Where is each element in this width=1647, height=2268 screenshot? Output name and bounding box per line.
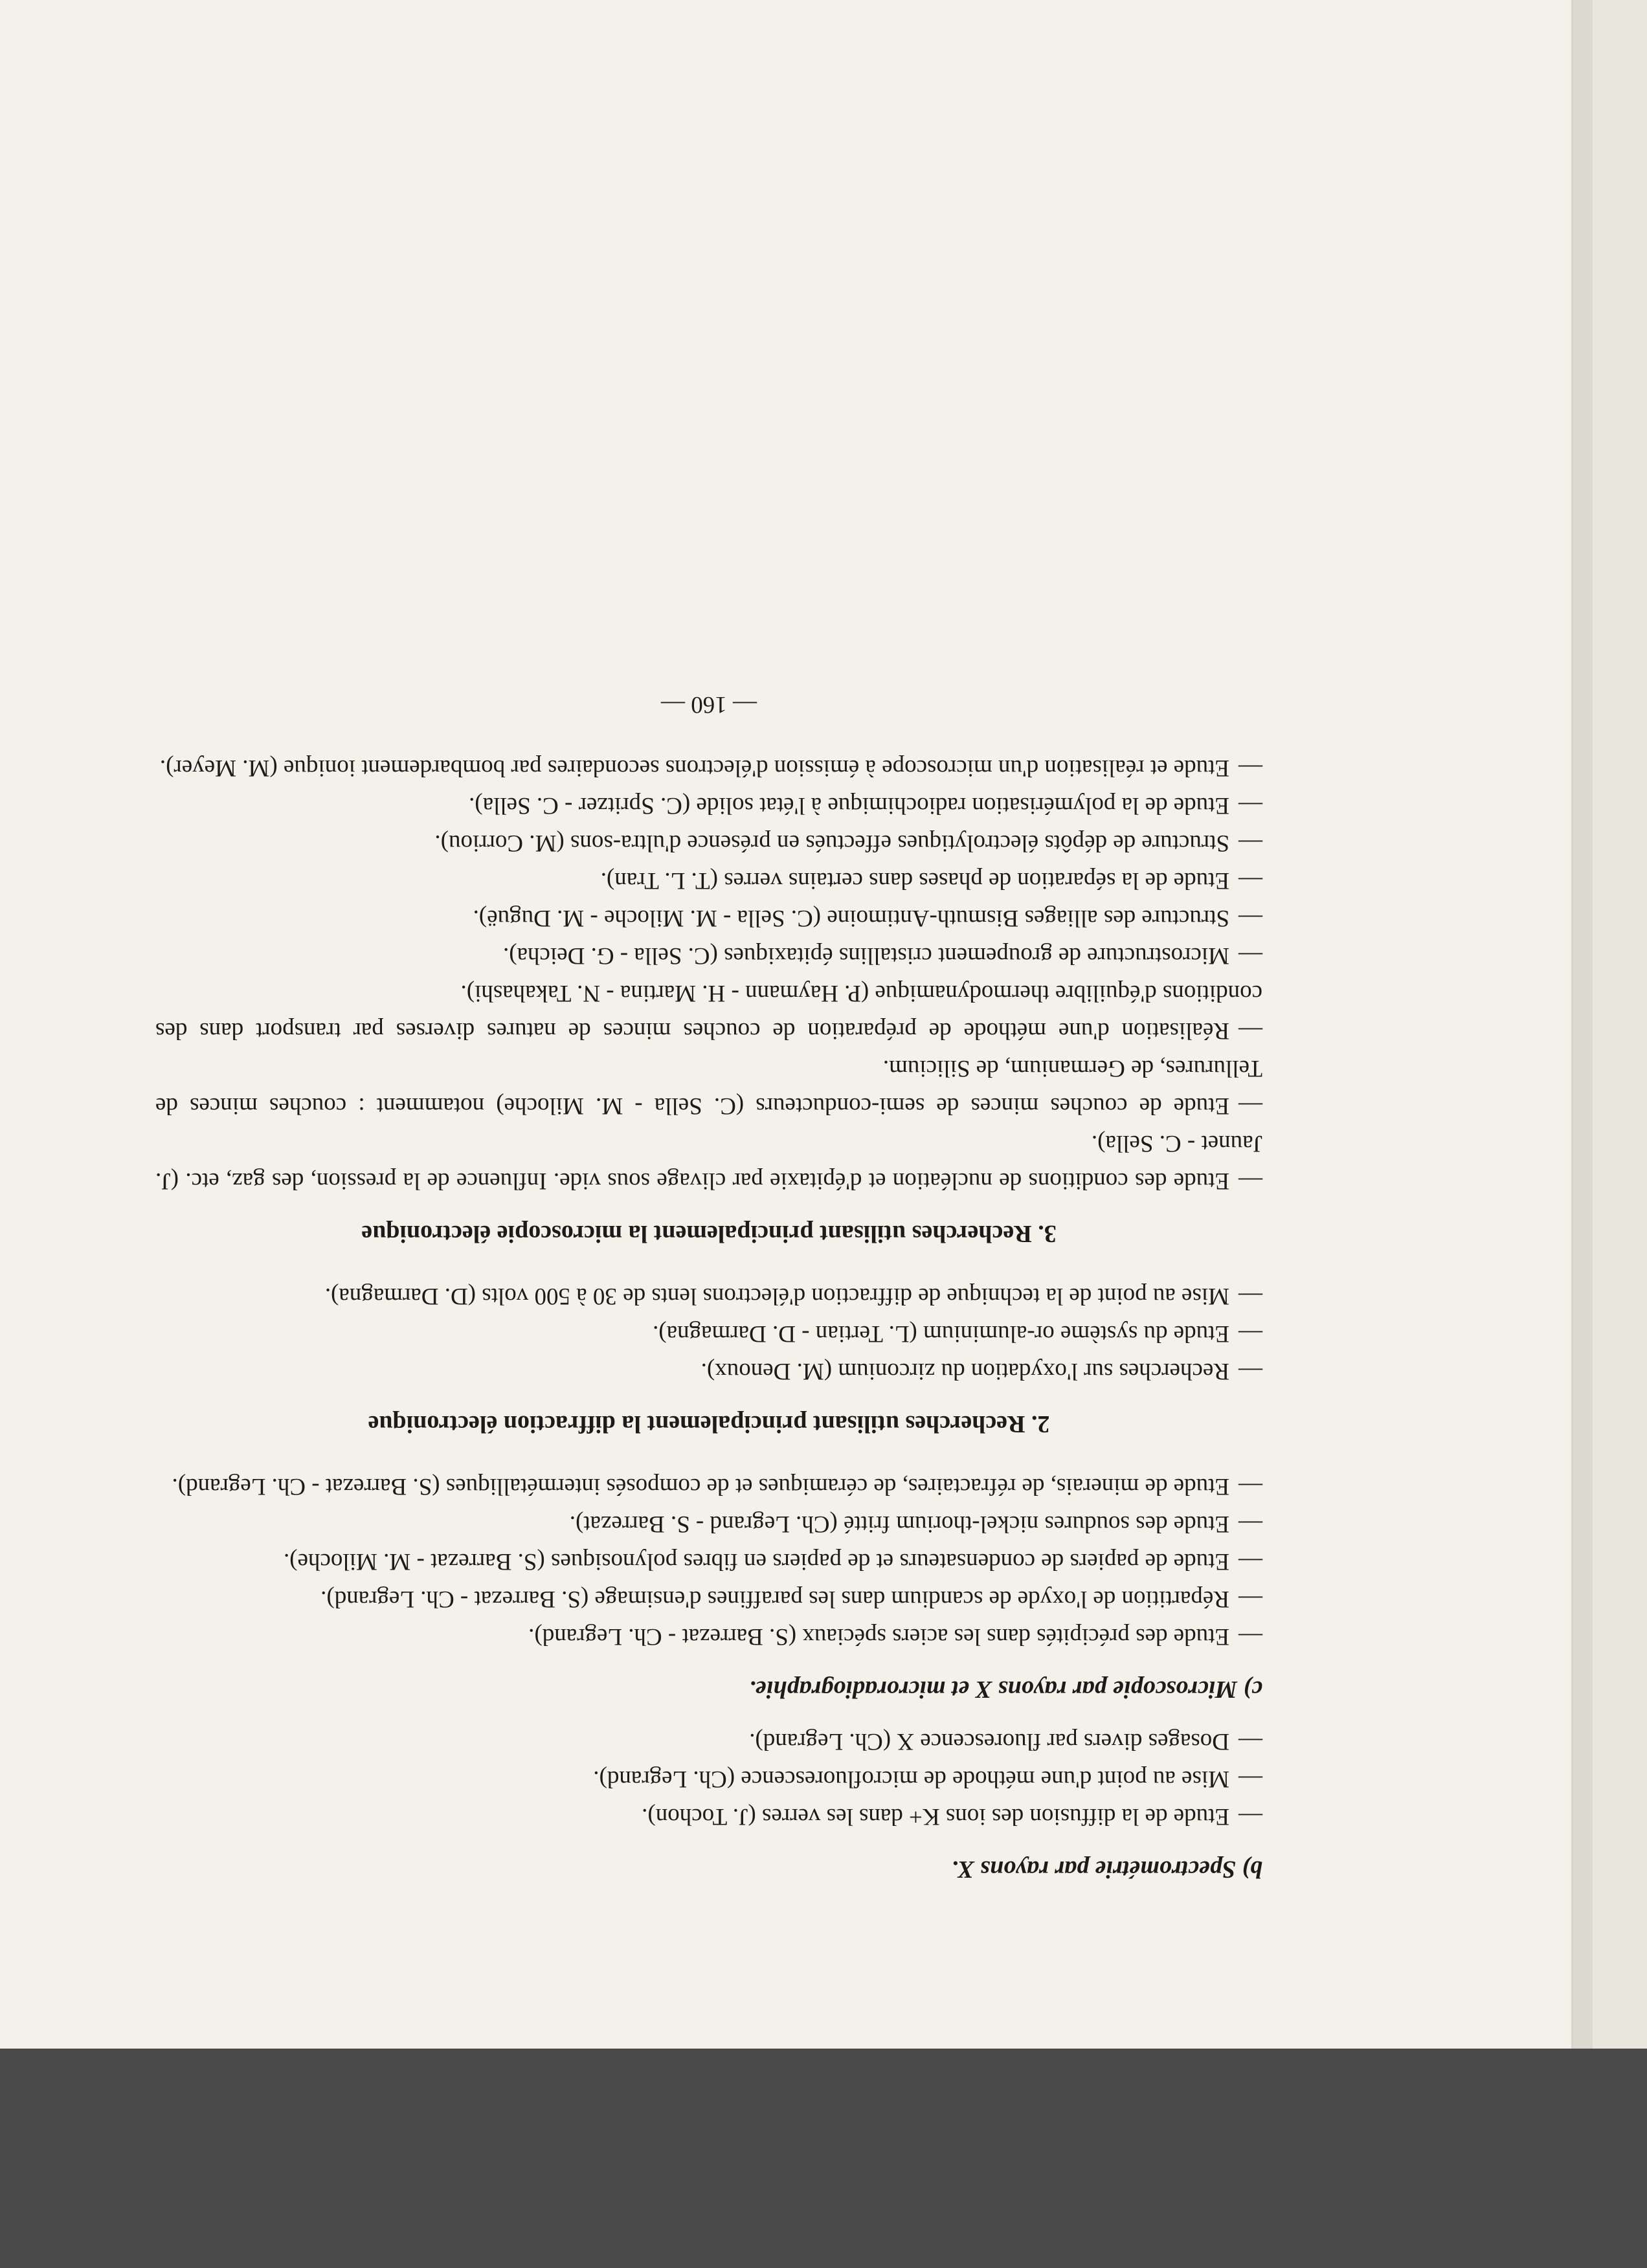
item-text: Etude de la séparation de phases dans certains verres (T. L. Tran). <box>600 867 1229 894</box>
item-text: Etude des soudures nickel-thorium fritté (Ch. Legrand - S. Barrezat). <box>569 1511 1229 1537</box>
page-stack-edge <box>1593 0 1647 2049</box>
section-microscopie-x <box>155 1467 1262 1708</box>
item-text: Etude et réalisation d'un microscope à émission d'électrons secondaires par bombardement ionique (M. Meyer). <box>159 755 1229 781</box>
item-text: Mise au point d'une méthode de microfluorescence (Ch. Legrand). <box>593 1766 1229 1792</box>
page-number: — 160 — <box>661 691 757 718</box>
item-text: Etude de papiers de condensateurs et de papiers en fibres polynosiques (S. Barrezat - M. Miloche). <box>283 1548 1229 1575</box>
list-item: —Mise au point d'une méthode de microfluorescence (Ch. Legrand). <box>593 1766 1262 1792</box>
item-list <box>155 749 1262 1199</box>
item-text: Etude des précipités dans les aciers spéciaux (S. Barrezat - Ch. Legrand). <box>528 1623 1229 1650</box>
list-item: —Etude de la séparation de phases dans certains verres (T. L. Tran). <box>600 867 1262 894</box>
item-text: Etude de minerais, de réfractaires, de céramiques et de composés intermétalliques (S. Barrezat - Ch. Legrand). <box>172 1473 1229 1500</box>
section-spectrometrie <box>155 1722 1262 1888</box>
item-text: Recherches sur l'oxydation du zirconium (M. Denoux). <box>700 1358 1229 1384</box>
list-item: —Etude des précipités dans les aciers spéciaux (S. Barrezat - Ch. Legrand). <box>528 1623 1262 1650</box>
item-text: Mise au point de la technique de diffraction d'électrons lents de 30 à 500 volts (D. Darmagna). <box>324 1283 1229 1309</box>
list-item: —Structure des alliages Bismuth-Antimoine (C. Sella - M. Miloche - M. Duguë). <box>473 905 1262 931</box>
list-item: —Etude de couches minces de semi-conducteurs (C. Sella - M. Miloche) notamment : couches minces de Tellurures, de Germanium, de Silicium. <box>155 1055 1262 1119</box>
section-heading: 3. Recherches utilisant principalement la microscopie électronique <box>361 1220 1057 1247</box>
item-text: Microstructure de groupement cristallins épitaxiques (C. Sella - G. Deicha). <box>503 942 1229 969</box>
scanner-bed-background <box>0 2049 1647 2268</box>
item-text: Etude des conditions de nucléation et d'épitaxie par clivage sous vide. Influence de la pression, des gaz, etc. (J. Jaunet - C. Sella). <box>155 1130 1262 1194</box>
section-microscopie-electronique <box>155 749 1262 1252</box>
item-text: Répartition de l'oxyde de scandium dans les paraffines d'ensimage (S. Barrezat - Ch. Legrand). <box>320 1586 1229 1612</box>
list-item: —Mise au point de la technique de diffraction d'électrons lents de 30 à 500 volts (D. Darmagna). <box>324 1283 1262 1309</box>
item-text: Etude de la diffusion des ions K+ dans les verres (J. Tochon). <box>642 1803 1229 1830</box>
list-item: —Etude de minerais, de réfractaires, de céramiques et de composés intermétalliques (S. Barrezat - Ch. Legrand). <box>172 1473 1262 1500</box>
item-text: Réalisation d'une méthode de préparation de couches minces de natures diverses par transport dans des conditions d'équilibre thermodynamique (P. Haymann - H. Martina - N. Takahashi). <box>155 980 1262 1044</box>
item-text: Structure de dépôts électrolytiques effectués en présence d'ultra-sons (M. Corriou). <box>434 830 1229 856</box>
item-list <box>155 1722 1262 1835</box>
list-item: —Etude des soudures nickel-thorium fritté (Ch. Legrand - S. Barrezat). <box>569 1511 1262 1537</box>
item-text: Etude du système or-aluminium (L. Tertian - D. Darmagna). <box>653 1320 1229 1347</box>
item-text: Etude de la polymérisation radiochimique à l'état solide (C. Spritzer - C. Sella). <box>469 792 1229 819</box>
list-item: —Etude et réalisation d'un microscope à émission d'électrons secondaires par bombardement ionique (M. Meyer). <box>159 755 1262 781</box>
list-item: —Recherches sur l'oxydation du zirconium (M. Denoux). <box>700 1358 1262 1384</box>
item-list <box>155 1467 1262 1655</box>
list-item: —Etude de la diffusion des ions K+ dans les verres (J. Tochon). <box>642 1803 1262 1830</box>
list-item: —Répartition de l'oxyde de scandium dans les paraffines d'ensimage (S. Barrezat - Ch. Legrand). <box>320 1586 1262 1612</box>
item-text: Structure des alliages Bismuth-Antimoine (C. Sella - M. Miloche - M. Duguë). <box>473 905 1229 931</box>
section-diffraction <box>155 1277 1262 1443</box>
section-heading: c) Microscopie par rayons X et microradiographie. <box>749 1676 1262 1703</box>
list-item: —Microstructure de groupement cristallins épitaxiques (C. Sella - G. Deicha). <box>503 942 1262 969</box>
list-item: —Dosages divers par fluorescence X (Ch. Legrand). <box>749 1728 1262 1755</box>
list-item: —Etude de la polymérisation radiochimique à l'état solide (C. Spritzer - C. Sella). <box>469 792 1262 819</box>
list-item: —Etude du système or-aluminium (L. Tertian - D. Darmagna). <box>653 1320 1262 1347</box>
list-item: —Structure de dépôts électrolytiques effectués en présence d'ultra-sons (M. Corriou). <box>434 830 1262 856</box>
item-text: Etude de couches minces de semi-conducteurs (C. Sella - M. Miloche) notamment : couches minces de Tellurures, de Germanium, de Silicium. <box>155 1055 1262 1119</box>
item-list <box>155 1277 1262 1390</box>
section-heading: 2. Recherches utilisant principalement la diffraction électronique <box>368 1410 1050 1438</box>
text-column <box>155 662 1262 1902</box>
item-text: Dosages divers par fluorescence X (Ch. Legrand). <box>749 1728 1229 1755</box>
page-edge-shadow <box>1573 0 1593 2049</box>
list-item: —Etude de papiers de condensateurs et de papiers en fibres polynosiques (S. Barrezat - M. Miloche). <box>283 1548 1262 1575</box>
list-item: —Etude des conditions de nucléation et d'épitaxie par clivage sous vide. Influence de la pression, des gaz, etc. (J. Jaunet - C. Sella). <box>155 1130 1262 1194</box>
section-heading: b) Spectrométrie par rayons X. <box>951 1856 1262 1883</box>
list-item: —Réalisation d'une méthode de préparation de couches minces de natures diverses par transport dans des conditions d'équilibre thermodynamique (P. Haymann - H. Martina - N. Takahashi). <box>155 980 1262 1044</box>
